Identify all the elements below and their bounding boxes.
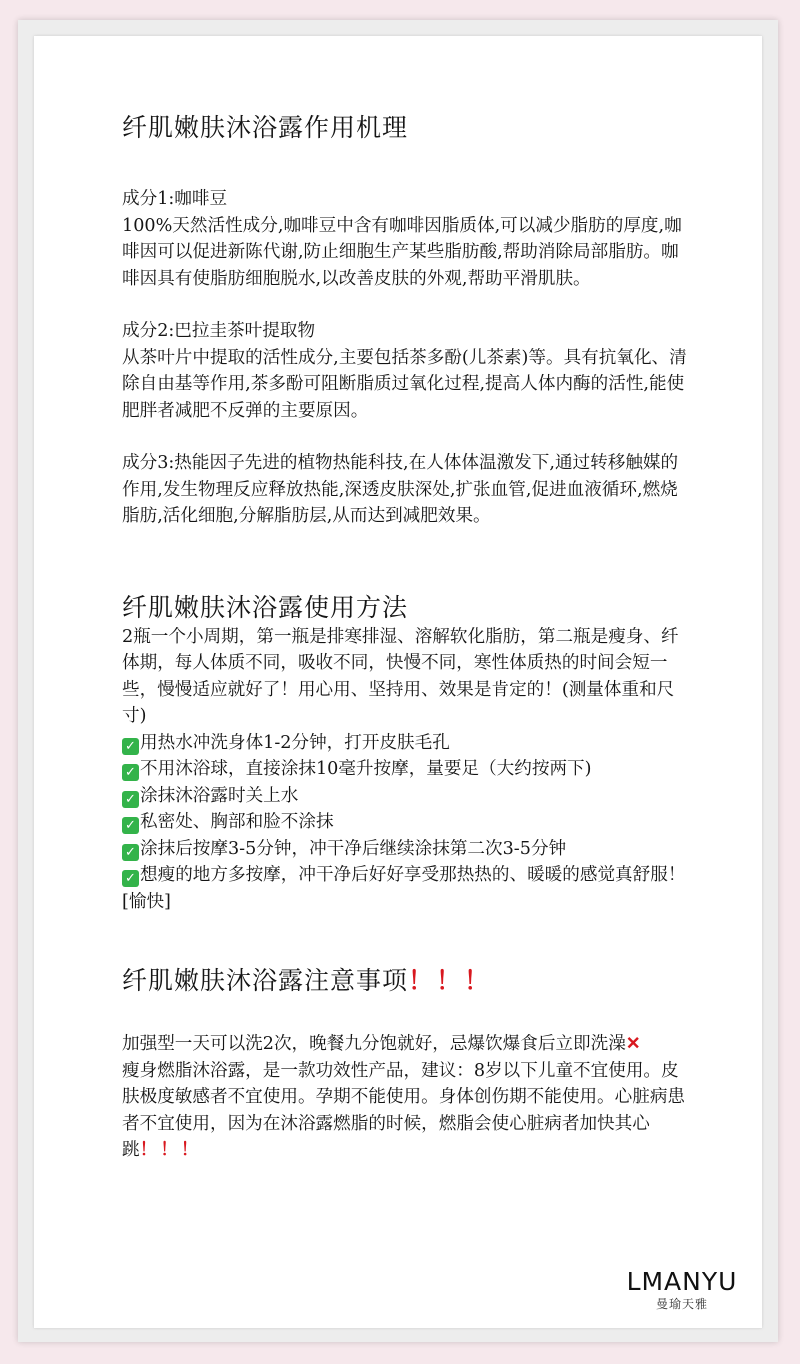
ingredient1-heading: 成分1:咖啡豆 xyxy=(122,189,228,209)
document-content xyxy=(122,108,692,1164)
ingredient2-heading: 成分2:巴拉圭茶叶提取物 xyxy=(122,321,316,341)
list-item: ✓ 涂抹沐浴露时关上水 xyxy=(122,783,692,810)
list-item: ✓ 涂抹后按摩3-5分钟，冲干净后继续涂抹第二次3-5分钟 xyxy=(122,836,692,863)
check-icon: ✓ xyxy=(122,791,139,808)
logo-main-text: LMANYU xyxy=(626,1267,738,1296)
cross-icon: ✕ xyxy=(625,1033,641,1054)
check-icon: ✓ xyxy=(122,844,139,861)
check-icon: ✓ xyxy=(122,738,139,755)
list-item: ✓ 私密处、胸部和脸不涂抹 xyxy=(122,809,692,836)
list-item: ✓ 用热水冲洗身体1-2分钟，打开皮肤毛孔 xyxy=(122,730,692,757)
ingredient1-text: 100%天然活性成分,咖啡豆中含有咖啡因脂质体,可以减少脂肪的厚度,咖啡因可以促进新陈代谢,防止细胞生产某些脂肪酸,帮助消除局部脂肪。咖啡因具有使脂肪细胞脱水,以改善皮肤的外观,帮助平滑肌肤。 xyxy=(122,215,682,289)
exclamation-icon: ！！！ xyxy=(408,966,493,995)
exclamation-icon: ！！！ xyxy=(139,1139,202,1160)
check-icon: ✓ xyxy=(122,764,139,781)
section1-title: 纤肌嫩肤沐浴露作用机理 xyxy=(122,113,409,142)
notice-para1: 加强型一天可以洗2次，晚餐九分饱就好，忌爆饮爆食后立即洗澡✕ xyxy=(122,1033,641,1054)
usage-intro: 2瓶一个小周期，第一瓶是排寒排湿、溶解软化脂肪，第二瓶是瘦身、纤体期，每人体质不同，吸收不同，快慢不同，寒性体质热的时间会短一些，慢慢适应就好了！用心用、坚持用、效果是肯定的！(测量体重和尺寸) xyxy=(122,626,679,726)
usage-steps xyxy=(122,730,692,916)
list-item: ✓ 不用沐浴球，直接涂抹10毫升按摩，量要足（大约按两下) xyxy=(122,756,692,783)
check-icon: ✓ xyxy=(122,870,139,887)
logo-sub-text: 曼瑜天雅 xyxy=(655,1297,708,1311)
ingredient3-text: 成分3:热能因子先进的植物热能科技,在人体体温激发下,通过转移触媒的作用,发生物理反应释放热能,深透皮肤深处,扩张血管,促进血液循环,燃烧脂肪,活化细胞,分解脂肪层,从而达到减肥效果。 xyxy=(122,453,679,526)
section3-title: 纤肌嫩肤沐浴露注意事项！！！ xyxy=(122,966,493,995)
notice-para2: 瘦身燃脂沐浴露，是一款功效性产品，建议：8岁以下儿童不宜使用。皮肤极度敏感者不宜使用。孕期不能使用。身体创伤期不能使用。心脏病患者不宜使用，因为在沐浴露燃脂的时候，燃脂会使心脏病者加快其心跳！！！ xyxy=(122,1060,686,1160)
ingredient2-text: 从茶叶片中提取的活性成分,主要包括茶多酚(儿茶素)等。具有抗氧化、清除自由基等作用,茶多酚可阻断脂质过氧化过程,提高人体内酶的活性,能使肥胖者减肥不反弹的主要原因。 xyxy=(122,347,687,421)
list-item: ✓ 想瘦的地方多按摩，冲干净后好好享受那热热的、暖暖的感觉真舒服！[愉快] xyxy=(122,865,686,912)
brand-logo xyxy=(612,1262,752,1324)
check-icon: ✓ xyxy=(122,817,139,834)
section2-title: 纤肌嫩肤沐浴露使用方法 xyxy=(122,592,409,622)
